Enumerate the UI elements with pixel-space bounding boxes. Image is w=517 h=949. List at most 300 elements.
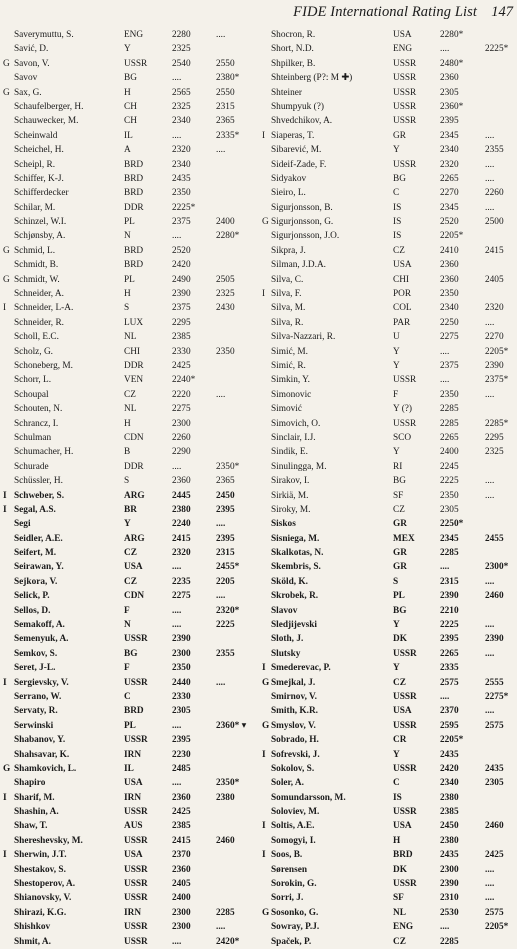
rating-previous: .... [216,922,226,933]
rating-row [259,532,517,546]
rating-row [259,431,517,445]
rating-row [259,661,517,675]
federation: USSR [393,116,417,127]
player-name: Schüssler, H. [14,476,63,487]
player-name: Schoneberg, M. [14,360,73,371]
player-name: Savon, V. [14,58,50,69]
rating-row [259,186,517,200]
rating-previous: 2350* [216,461,240,472]
rating-current: 2230 [172,749,191,760]
rating-current: 2300 [172,907,191,918]
rating-previous: .... [485,173,495,184]
federation: Y [393,346,400,357]
rating-current: .... [172,130,182,141]
federation: CZ [393,936,406,947]
player-name: Simić, M. [271,346,308,357]
rating-current: .... [440,691,450,702]
player-name: Serwinski [14,720,54,731]
rating-current: 2345 [440,202,459,213]
rating-current: 2400 [172,893,191,904]
federation: IS [393,792,402,803]
player-name: Sisniega, M. [271,533,320,544]
title-mark: I [262,289,266,300]
rating-current: 2205* [440,735,464,746]
federation: ENG [393,922,414,933]
federation: GR [393,130,406,141]
rating-current: 2270 [440,188,459,199]
federation: RI [393,461,403,472]
federation: CZ [393,245,405,256]
rating-current: 2400 [440,447,459,458]
federation: H [393,835,401,846]
federation: Y [393,145,400,156]
federation: N [124,231,131,242]
rating-previous: 2205* [485,346,509,357]
rating-current: 2220 [172,389,191,400]
rating-current: 2575 [440,677,459,688]
rating-row [259,863,517,877]
rating-row [0,345,258,359]
title-mark: I [3,504,7,515]
rating-current: 2285 [440,418,459,429]
rating-row [0,114,258,128]
player-name: Simović [271,404,302,415]
rating-row [259,474,517,488]
rating-current: 2520 [172,245,191,256]
player-name: Sideif-Zade, F. [271,159,327,170]
rating-previous: 2435 [485,763,504,774]
rating-row [259,704,517,718]
rating-row [259,460,517,474]
player-name: Schmidt, B. [14,260,59,271]
rating-current: .... [440,44,450,55]
rating-current: .... [172,231,182,242]
rating-current: 2370 [440,706,459,717]
federation: BRD [124,245,144,256]
right-column [259,28,517,949]
rating-row [0,273,258,287]
player-name: Schjønsby, A. [14,231,66,242]
federation: F [124,605,130,616]
rating-previous: 2425 [485,850,504,861]
rating-previous: 2325 [485,447,504,458]
rating-row [0,863,258,877]
rating-previous: 2450 [216,490,235,501]
rating-current: 2310 [440,893,459,904]
rating-row [0,906,258,920]
rating-row [259,215,517,229]
rating-current: .... [172,936,182,947]
rating-current: 2300 [172,922,191,933]
rating-previous: .... [485,879,495,890]
rating-previous: 2460 [485,591,504,602]
federation: USSR [393,763,417,774]
federation: DDR [124,202,144,213]
rating-row [0,474,258,488]
federation: COL [393,303,412,314]
federation: SCO [393,432,412,443]
federation: CDN [124,432,144,443]
rating-current: 2320 [172,548,191,559]
rating-current: 2225* [172,202,196,213]
rating-previous: .... [216,591,226,602]
rating-row [259,114,517,128]
federation: Y [393,663,400,674]
rating-current: 2420 [440,763,459,774]
rating-previous: .... [216,389,226,400]
rating-row [259,244,517,258]
rating-row [0,71,258,85]
rating-current: 2325 [172,44,191,55]
rating-current: 2250* [440,519,464,530]
player-name: Schneider, A. [14,289,64,300]
player-name: Scheipl, R. [14,159,56,170]
rating-row [259,359,517,373]
rating-row [259,402,517,416]
rating-current: 2300 [440,864,459,875]
federation: Y [393,749,400,760]
rating-current: 2300 [172,418,191,429]
federation: BG [393,476,406,487]
federation: VEN [124,375,144,386]
player-name: Sigurjonsson, B. [271,202,333,213]
player-name: Sinclair, I.J. [271,432,316,443]
player-name: Smyslov, V. [271,720,316,731]
player-name: Soos, B. [271,850,303,861]
rating-previous: 2390 [485,634,504,645]
rating-row [0,805,258,819]
federation: USA [393,706,412,717]
rating-current: 2285 [440,936,459,947]
rating-previous: .... [216,30,226,40]
player-name: Siroky, M. [271,504,311,515]
rating-current: 2425 [172,807,191,818]
rating-row [259,143,517,157]
rating-current: 2340 [440,145,459,156]
player-name: Sigurjonsson, J.O. [271,231,340,242]
rating-row [0,244,258,258]
rating-row [259,330,517,344]
rating-current: 2225 [440,476,459,487]
rating-row [259,445,517,459]
federation: USSR [393,720,417,731]
rating-row [259,733,517,747]
title-mark: I [262,749,266,760]
rating-current: .... [172,605,182,616]
player-name: Semakoff, A. [14,620,65,631]
player-name: Seidler, A.E. [14,533,63,544]
rating-current: 2285 [440,548,459,559]
federation: USSR [393,73,417,84]
player-name: Soloviev, M. [271,807,320,818]
rating-previous: .... [216,519,226,530]
player-name: Schweber, S. [14,490,65,501]
rating-row [259,834,517,848]
rating-current: 2440 [172,677,191,688]
player-name: Sirkiä, M. [271,490,309,501]
rating-previous: .... [485,864,495,875]
player-name: Silva, R. [271,317,304,328]
player-name: Sigurjonsson, G. [271,217,334,228]
rating-current: 2280* [440,30,464,40]
federation: CZ [393,504,405,515]
rating-previous: 2390 [485,360,504,371]
player-name: Sowray, P.J. [271,922,320,933]
player-name: Simkin, Y. [271,375,311,386]
player-name: Silva-Nazzari, R. [271,332,336,343]
rating-current: 2390 [172,634,191,645]
rating-row [0,489,258,503]
federation: USSR [124,58,148,69]
federation: PL [124,720,136,731]
rating-current: 2245 [440,461,459,472]
player-name: Sloth, J. [271,634,304,645]
federation: BRD [124,188,144,199]
player-name: Shteinberg (P?: M ✚) [271,73,353,84]
rating-previous: 2315 [216,101,235,112]
rating-current: 2390 [172,289,191,300]
rating-row [259,762,517,776]
rating-previous: 2325 [216,289,235,300]
rating-current: 2380 [440,835,459,846]
rating-current: .... [440,922,450,933]
federation: USSR [393,807,417,818]
rating-row [259,776,517,790]
rating-previous: 2320* [216,605,240,616]
rating-row [259,28,517,42]
player-name: Schurade [14,461,49,472]
rating-row [0,316,258,330]
federation: USSR [124,835,148,846]
player-name: Semkov, S. [14,648,58,659]
rating-previous: 2320 [485,303,504,314]
rating-current: 2385 [172,821,191,832]
player-name: Sørensen [271,864,307,875]
rating-previous: 2295 [485,432,504,443]
federation: Y [393,447,400,458]
rating-previous: 2305 [485,778,504,789]
rating-row [259,373,517,387]
rating-previous: 2395 [216,533,235,544]
rating-current: 2280 [172,30,191,40]
rating-current: 2320 [440,159,459,170]
rating-previous: 2355 [216,648,235,659]
federation: USSR [124,735,148,746]
title-mark: G [3,274,10,285]
federation: Y [124,44,131,55]
rating-row [259,748,517,762]
rating-current: 2240* [172,375,196,386]
rating-row [0,158,258,172]
player-name: Segi [14,519,31,530]
rating-current: 2350 [172,188,191,199]
federation: USSR [124,879,148,890]
federation: ARG [124,490,145,501]
rating-current: 2415 [172,533,191,544]
federation: AUS [124,821,143,832]
rating-current: 2340 [172,116,191,127]
rating-current: 2435 [440,850,459,861]
player-name: Smederevac, P. [271,663,331,674]
player-name: Seret, J-L. [14,663,56,674]
rating-previous: 2275* [485,691,509,702]
player-name: Sax, G. [14,87,42,98]
rating-current: 2360 [172,864,191,875]
player-name: Simovich, O. [271,418,321,429]
federation: IS [393,231,402,242]
federation: USA [393,821,412,832]
player-name: Shestoperov, A. [14,879,76,890]
rating-current: .... [440,562,450,573]
title-mark: G [262,677,270,688]
rating-row [0,762,258,776]
rating-row [0,28,258,42]
rating-current: 2360 [440,73,459,84]
rating-current: .... [172,461,182,472]
player-name: Sharif, M. [14,792,55,803]
federation: DDR [124,461,144,472]
player-name: Skalkotas, N. [271,548,324,559]
rating-current: 2395 [440,116,459,127]
player-name: Simić, R. [271,360,306,371]
player-name: Shvedchikov, A. [271,116,333,127]
rating-previous: .... [485,576,495,587]
rating-row [0,891,258,905]
federation: BRD [124,260,144,271]
player-name: Shestakov, S. [14,864,66,875]
rating-current: .... [440,375,450,386]
rating-previous: 2555 [485,677,504,688]
rating-current: 2360 [440,260,459,271]
federation: USSR [124,936,148,947]
federation: BRD [124,706,144,717]
federation: ARG [124,533,145,544]
title-mark: I [3,792,7,803]
rating-current: 2340 [440,778,459,789]
federation: IL [124,130,133,141]
player-name: Scheichel, H. [14,145,64,156]
player-name: Scholz, G. [14,346,53,357]
rating-current: 2420 [172,260,191,271]
player-name: Simonovic [271,389,312,400]
federation: SF [393,893,404,904]
federation: USSR [393,375,417,386]
rating-previous: 2365 [216,476,235,487]
federation: USA [124,562,143,573]
player-name: Sidyakov [271,173,307,184]
federation: MEX [393,533,415,544]
rating-current: 2380 [440,792,459,803]
player-name: Schumacher, H. [14,447,74,458]
rating-row [0,676,258,690]
player-name: Smejkal, J. [271,677,316,688]
rating-previous: 2430 [216,303,235,314]
federation: IRN [124,749,142,760]
player-name: Sofrevski, J. [271,749,320,760]
rating-row [0,186,258,200]
rating-row [0,690,258,704]
rating-current: 2345 [440,533,459,544]
player-name: Schorr, L. [14,375,52,386]
federation: CH [124,116,137,127]
player-name: Soler, A. [271,778,304,789]
title-mark: I [3,850,7,861]
federation: DDR [124,360,144,371]
federation: GR [393,519,407,530]
rating-previous: .... [485,317,495,328]
federation: USSR [124,864,148,875]
rating-current: 2370 [172,850,191,861]
player-name: Schauwecker, M. [14,116,79,127]
rating-current: 2265 [440,648,459,659]
rating-row [0,42,258,56]
federation: PL [393,591,405,602]
rating-row [259,417,517,431]
rating-previous: .... [485,706,495,717]
rating-current: 2375 [440,360,459,371]
federation: LUX [124,317,144,328]
rating-row [259,575,517,589]
player-name: Smirnov, V. [271,691,317,702]
player-name: Savić, D. [14,44,49,55]
rating-row [259,301,517,315]
federation: IS [393,202,402,213]
player-name: Shapiro [14,778,46,789]
rating-previous: .... [485,620,495,631]
rating-previous: 2205* [485,922,509,933]
player-name: Somogyi, I. [271,835,316,846]
rating-row [259,201,517,215]
rating-current: .... [172,562,182,573]
rating-previous: 2285 [216,907,235,918]
federation: BG [393,173,406,184]
federation: CZ [393,677,406,688]
rating-row [0,86,258,100]
player-name: Shmit, A. [14,936,51,947]
player-name: Sindik, E. [271,447,308,458]
rating-row [0,935,258,949]
player-name: Silva, F. [271,289,302,300]
rating-row [0,920,258,934]
rating-row [0,517,258,531]
player-name: Serrano, W. [14,691,62,702]
federation: IRN [124,792,142,803]
federation: USSR [393,418,417,429]
federation: S [124,303,130,314]
federation: BRD [393,850,413,861]
rating-previous: 2225* [485,44,509,55]
rating-previous: 2280* [216,231,240,242]
rating-current: .... [172,73,182,84]
rating-current: 2330 [172,691,191,702]
rating-current: 2395 [440,634,459,645]
rating-previous: .... [485,202,495,213]
rating-row [0,301,258,315]
rating-row [0,229,258,243]
rating-previous: 2550 [216,58,235,69]
rating-row [0,201,258,215]
player-name: Schinzel, W.I. [14,217,67,228]
rating-row [0,359,258,373]
player-name: Shereshevsky, M. [14,835,83,846]
title-mark: I [3,490,7,501]
rating-current: 2530 [440,907,459,918]
rating-row [259,618,517,632]
federation: USSR [393,879,417,890]
player-name: Savov [14,73,38,84]
rating-row [0,704,258,718]
left-column [0,28,258,949]
